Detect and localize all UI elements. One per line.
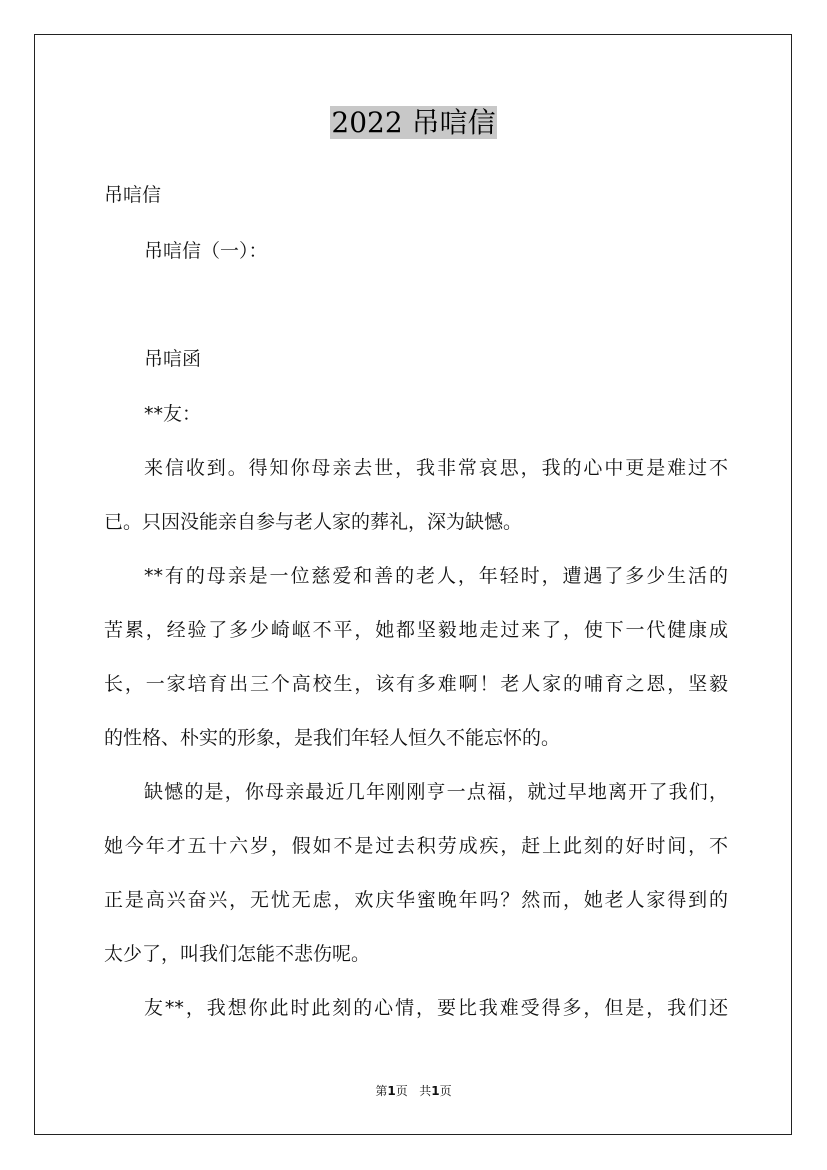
paragraph-line: 苦累，经验了多少崎岖不平，她都坚毅地走过来了，使下一代健康成 xyxy=(104,619,728,641)
footer-suffix: 页 xyxy=(439,1084,452,1098)
footer-page-total: 1 xyxy=(431,1084,440,1098)
paragraph-line: 友**，我想你此时此刻的心情，要比我难受得多，但是，我们还 xyxy=(144,997,728,1019)
salutation: **友： xyxy=(144,403,202,425)
paragraph-line: **有的母亲是一位慈爱和善的老人，年轻时，遭遇了多少生活的 xyxy=(144,565,728,587)
footer-page-number: 1 xyxy=(387,1084,396,1098)
paragraph-line: 太少了，叫我们怎能不悲伤呢。 xyxy=(104,943,371,965)
paragraph-line: 来信收到。得知你母亲去世，我非常哀思，我的心中更是难过不 xyxy=(144,457,728,479)
page-footer xyxy=(0,1082,827,1099)
document-title-text: 2022 吊唁信 xyxy=(331,106,496,139)
heading: 吊唁信 xyxy=(104,184,162,206)
document-title xyxy=(0,105,827,141)
paragraph-line: 长，一家培育出三个高校生，该有多难啊！老人家的哺育之恩，坚毅 xyxy=(104,673,728,695)
paragraph-line: 已。只因没能亲自参与老人家的葬礼，深为缺憾。 xyxy=(104,511,523,533)
paragraph-line: 缺憾的是，你母亲最近几年刚刚亨一点福，就过早地离开了我们， xyxy=(144,781,728,803)
paragraph-line: 的性格、朴实的形象，是我们年轻人恒久不能忘怀的。 xyxy=(104,727,561,749)
paragraph-line: 她今年才五十六岁，假如不是过去积劳成疾，赶上此刻的好时间，不 xyxy=(104,835,728,857)
footer-mid: 页 共 xyxy=(395,1084,432,1098)
footer-prefix: 第 xyxy=(375,1084,388,1098)
section-heading: 吊唁信（一）： xyxy=(144,240,268,262)
letter-title: 吊唁函 xyxy=(144,348,202,370)
paragraph-line: 正是高兴奋兴，无忧无虑，欢庆华蜜晚年吗？然而，她老人家得到的 xyxy=(104,889,728,911)
